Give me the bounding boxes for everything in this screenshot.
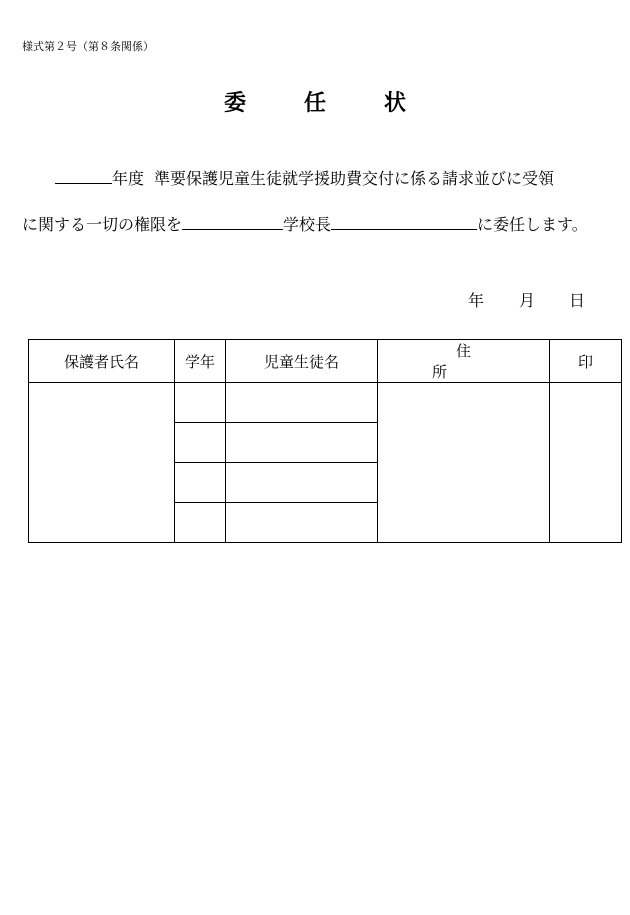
date-day-label: 日 [569,291,586,310]
header-address: 住所 [378,340,550,383]
student-name-cell[interactable] [226,463,378,503]
header-grade: 学年 [175,340,226,383]
table-row [29,383,622,423]
body-line-2 [22,212,588,235]
student-name-cell[interactable] [226,503,378,543]
date-year-label: 年 [468,291,485,310]
guardian-name-cell[interactable] [29,383,175,543]
page-title: 委任状 [223,91,464,116]
date-month-label: 月 [519,291,536,310]
principal-name-blank[interactable] [331,213,477,230]
grade-cell[interactable] [175,463,226,503]
authority-text: に関する一切の権限を [22,215,183,234]
grade-cell[interactable] [175,383,226,423]
seal-cell[interactable] [550,383,622,543]
principal-label: 学校長 [283,215,332,234]
header-student-name: 児童生徒名 [226,340,378,383]
delegation-closing-text: に委任します。 [477,215,588,234]
delegation-purpose-text: 準要保護児童生徒就学援助費交付に係る請求並びに受領 [154,169,555,188]
delegates-table [28,339,622,543]
header-guardian-name: 保護者氏名 [29,340,175,383]
grade-cell[interactable] [175,423,226,463]
header-seal: 印 [550,340,622,383]
school-name-blank[interactable] [182,213,283,230]
student-name-cell[interactable] [226,383,378,423]
address-cell[interactable] [378,383,550,543]
form-number: 様式第２号（第８条関係） [22,40,154,53]
fiscal-year-blank[interactable] [55,167,112,184]
grade-cell[interactable] [175,503,226,543]
fiscal-year-label: 年度 [112,169,145,188]
body-line-1 [55,166,554,189]
table-header-row [29,340,622,383]
student-name-cell[interactable] [226,423,378,463]
date-row [468,288,585,311]
